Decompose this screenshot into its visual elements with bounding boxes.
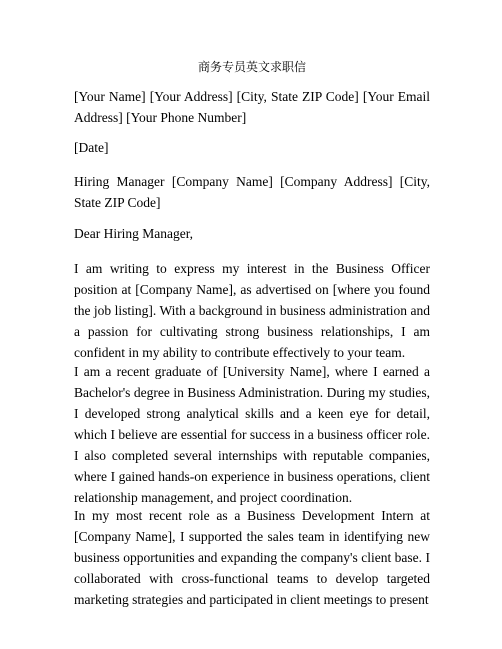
body-paragraph-education: I am a recent graduate of [University Name], where I earned a Bachelor's degree in Business Administration. During my studies, I developed strong analytical skills and a keen eye for detail, which I believe are essential for success in a business officer role. I also completed several internships with reputable companies, where I gained hands-on experience in business operations, client relationship management, and project coordination. xyxy=(74,364,430,505)
sender-block: [Your Name] [Your Address] [City, State ZIP Code] [Your Email Address] [Your Phone Number] xyxy=(74,89,430,125)
body-paragraph-intro: I am writing to express my interest in the Business Officer position at [Company Name], as advertised on [where you found the job listing]. With a background in business administration and a passion for cultivating strong business relationships, I am confident in my ability to contribute effectively to your team. xyxy=(74,261,430,360)
salutation: Dear Hiring Manager, xyxy=(74,226,194,241)
recipient-block: Hiring Manager [Company Name] [Company Address] [City, State ZIP Code] xyxy=(74,174,430,210)
date-line: [Date] xyxy=(74,140,109,155)
document-title: 商务专员英文求职信 xyxy=(197,60,306,74)
body-paragraph-experience: In my most recent role as a Business Development Intern at [Company Name], I supported the sales team in identifying new business opportunities and expanding the company's client base. I collaborated with cross-functional teams to develop targeted marketing strategies and participated in client meetings to present xyxy=(74,508,430,607)
